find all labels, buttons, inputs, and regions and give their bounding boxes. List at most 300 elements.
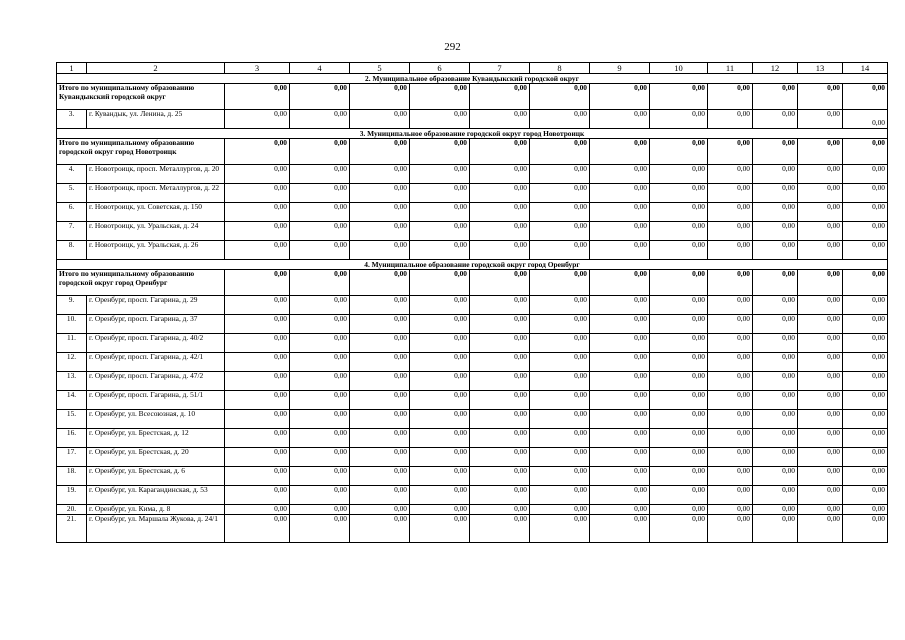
value-cell: 0,00 — [753, 410, 798, 429]
row-number: 19. — [57, 486, 87, 505]
value-cell: 0,00 — [798, 467, 843, 486]
value-cell: 0,00 — [753, 353, 798, 372]
total-value-cell: 0,00 — [798, 270, 843, 296]
value-cell: 0,00 — [410, 391, 470, 410]
address-cell: г. Оренбург, просп. Гагарина, д. 29 — [87, 296, 225, 315]
value-cell: 0,00 — [843, 515, 888, 543]
value-cell: 0,00 — [798, 410, 843, 429]
value-cell: 0,00 — [290, 391, 350, 410]
total-value-cell: 0,00 — [753, 270, 798, 296]
value-cell: 0,00 — [530, 410, 590, 429]
total-value-cell: 0,00 — [590, 270, 650, 296]
section-title-row — [57, 260, 888, 270]
total-value-cell: 0,00 — [650, 270, 708, 296]
value-cell: 0,00 — [590, 334, 650, 353]
address-cell: г. Оренбург, ул. Брестская, д. 6 — [87, 467, 225, 486]
total-value-cell: 0,00 — [290, 84, 350, 110]
value-cell: 0,00 — [350, 165, 410, 184]
total-value-cell: 0,00 — [470, 270, 530, 296]
address-cell: г. Оренбург, просп. Гагарина, д. 37 — [87, 315, 225, 334]
total-value-cell: 0,00 — [410, 270, 470, 296]
row-number: 8. — [57, 241, 87, 260]
value-cell: 0,00 — [650, 505, 708, 515]
row-number: 14. — [57, 391, 87, 410]
column-header: 8 — [530, 63, 590, 74]
value-cell: 0,00 — [708, 110, 753, 129]
value-cell: 0,00 — [290, 315, 350, 334]
value-cell: 0,00 — [470, 515, 530, 543]
value-cell: 0,00 — [650, 429, 708, 448]
value-cell: 0,00 — [753, 334, 798, 353]
value-cell: 0,00 — [225, 353, 290, 372]
value-cell: 0,00 — [225, 184, 290, 203]
column-header: 10 — [650, 63, 708, 74]
value-cell: 0,00 — [410, 448, 470, 467]
value-cell: 0,00 — [753, 448, 798, 467]
table-row — [57, 165, 888, 184]
value-cell: 0,00 — [650, 315, 708, 334]
value-cell: 0,00 — [470, 429, 530, 448]
value-cell: 0,00 — [798, 165, 843, 184]
value-cell: 0,00 — [590, 515, 650, 543]
address-cell: г. Оренбург, просп. Гагарина, д. 40/2 — [87, 334, 225, 353]
value-cell: 0,00 — [350, 203, 410, 222]
value-cell: 0,00 — [843, 222, 888, 241]
value-cell: 0,00 — [590, 203, 650, 222]
row-number: 16. — [57, 429, 87, 448]
total-value-cell: 0,00 — [410, 84, 470, 110]
value-cell: 0,00 — [843, 467, 888, 486]
value-cell: 0,00 — [590, 296, 650, 315]
value-cell: 0,00 — [590, 410, 650, 429]
value-cell: 0,00 — [708, 448, 753, 467]
value-cell: 0,00 — [753, 391, 798, 410]
section-title: 3. Муниципальное образование городской округ город Новотроицк — [57, 129, 888, 139]
value-cell: 0,00 — [530, 203, 590, 222]
row-number: 18. — [57, 467, 87, 486]
total-value-cell: 0,00 — [350, 139, 410, 165]
value-cell: 0,00 — [350, 410, 410, 429]
value-cell: 0,00 — [753, 222, 798, 241]
table-row — [57, 372, 888, 391]
value-cell: 0,00 — [290, 448, 350, 467]
value-cell: 0,00 — [843, 486, 888, 505]
value-cell: 0,00 — [708, 391, 753, 410]
row-number: 13. — [57, 372, 87, 391]
value-cell: 0,00 — [798, 429, 843, 448]
value-cell: 0,00 — [470, 505, 530, 515]
value-cell: 0,00 — [798, 391, 843, 410]
value-cell: 0,00 — [470, 165, 530, 184]
total-value-cell: 0,00 — [753, 84, 798, 110]
value-cell: 0,00 — [225, 334, 290, 353]
total-value-cell: 0,00 — [225, 270, 290, 296]
value-cell: 0,00 — [650, 110, 708, 129]
table-row — [57, 353, 888, 372]
value-cell: 0,00 — [470, 467, 530, 486]
total-value-cell: 0,00 — [650, 139, 708, 165]
value-cell: 0,00 — [225, 165, 290, 184]
value-cell: 0,00 — [350, 515, 410, 543]
value-cell: 0,00 — [530, 334, 590, 353]
value-cell: 0,00 — [798, 203, 843, 222]
value-cell: 0,00 — [530, 296, 590, 315]
address-cell: г. Новотроицк, ул. Советская, д. 150 — [87, 203, 225, 222]
total-label: Итого по муниципальному образованию городской округ город Новотроицк — [57, 139, 225, 165]
value-cell: 0,00 — [650, 334, 708, 353]
value-cell: 0,00 — [290, 241, 350, 260]
value-cell: 0,00 — [708, 241, 753, 260]
total-value-cell: 0,00 — [798, 84, 843, 110]
value-cell: 0,00 — [290, 353, 350, 372]
value-cell: 0,00 — [290, 486, 350, 505]
value-cell: 0,00 — [650, 391, 708, 410]
value-cell: 0,00 — [410, 515, 470, 543]
value-cell: 0,00 — [708, 467, 753, 486]
value-cell: 0,00 — [708, 165, 753, 184]
value-cell: 0,00 — [410, 429, 470, 448]
value-cell: 0,00 — [410, 467, 470, 486]
value-cell: 0,00 — [530, 429, 590, 448]
value-cell: 0,00 — [650, 353, 708, 372]
value-cell: 0,00 — [798, 296, 843, 315]
total-value-cell: 0,00 — [753, 139, 798, 165]
value-cell: 0,00 — [843, 334, 888, 353]
value-cell: 0,00 — [290, 165, 350, 184]
table-row — [57, 429, 888, 448]
value-cell: 0,00 — [225, 467, 290, 486]
value-cell: 0,00 — [753, 110, 798, 129]
value-cell: 0,00 — [650, 203, 708, 222]
row-number: 4. — [57, 165, 87, 184]
address-cell: г. Новотроицк, просп. Металлургов, д. 20 — [87, 165, 225, 184]
value-cell: 0,00 — [798, 505, 843, 515]
column-header: 5 — [350, 63, 410, 74]
value-cell: 0,00 — [753, 165, 798, 184]
value-cell: 0,00 — [290, 410, 350, 429]
column-header: 3 — [225, 63, 290, 74]
value-cell: 0,00 — [410, 410, 470, 429]
value-cell: 0,00 — [410, 222, 470, 241]
value-cell: 0,00 — [708, 222, 753, 241]
value-cell: 0,00 — [470, 334, 530, 353]
value-cell: 0,00 — [530, 184, 590, 203]
value-cell: 0,00 — [753, 505, 798, 515]
value-cell: 0,00 — [470, 241, 530, 260]
value-cell: 0,00 — [470, 486, 530, 505]
value-cell: 0,00 — [590, 429, 650, 448]
total-row — [57, 84, 888, 110]
value-cell: 0,00 — [410, 184, 470, 203]
section-title-row — [57, 74, 888, 84]
value-cell: 0,00 — [798, 372, 843, 391]
address-cell: г. Оренбург, просп. Гагарина, д. 42/1 — [87, 353, 225, 372]
total-label: Итого по муниципальному образованию городской округ город Оренбург — [57, 270, 225, 296]
value-cell: 0,00 — [708, 334, 753, 353]
total-value-cell: 0,00 — [290, 139, 350, 165]
value-cell: 0,00 — [530, 241, 590, 260]
value-cell: 0,00 — [290, 467, 350, 486]
column-header: 7 — [470, 63, 530, 74]
row-number: 7. — [57, 222, 87, 241]
value-cell: 0,00 — [843, 353, 888, 372]
value-cell: 0,00 — [530, 467, 590, 486]
value-cell: 0,00 — [753, 184, 798, 203]
value-cell: 0,00 — [410, 334, 470, 353]
section-title: 2. Муниципальное образование Кувандыкский городской округ — [57, 74, 888, 84]
table-row — [57, 467, 888, 486]
total-value-cell: 0,00 — [843, 84, 888, 110]
value-cell: 0,00 — [590, 315, 650, 334]
column-header: 2 — [87, 63, 225, 74]
value-cell: 0,00 — [225, 505, 290, 515]
value-cell: 0,00 — [798, 515, 843, 543]
value-cell: 0,00 — [753, 241, 798, 260]
value-cell: 0,00 — [650, 410, 708, 429]
value-cell: 0,00 — [410, 203, 470, 222]
value-cell: 0,00 — [753, 296, 798, 315]
value-cell: 0,00 — [410, 165, 470, 184]
value-cell: 0,00 — [650, 467, 708, 486]
value-cell: 0,00 — [753, 372, 798, 391]
row-number: 17. — [57, 448, 87, 467]
value-cell: 0,00 — [530, 515, 590, 543]
value-cell: 0,00 — [350, 505, 410, 515]
table-row — [57, 184, 888, 203]
column-header: 4 — [290, 63, 350, 74]
value-cell: 0,00 — [290, 184, 350, 203]
total-value-cell: 0,00 — [350, 270, 410, 296]
value-cell: 0,00 — [708, 429, 753, 448]
address-cell: г. Оренбург, ул. Брестская, д. 12 — [87, 429, 225, 448]
value-cell: 0,00 — [290, 429, 350, 448]
total-value-cell: 0,00 — [843, 270, 888, 296]
value-cell: 0,00 — [843, 184, 888, 203]
value-cell: 0,00 — [798, 315, 843, 334]
value-cell: 0,00 — [843, 429, 888, 448]
value-cell: 0,00 — [225, 296, 290, 315]
table-row — [57, 222, 888, 241]
value-cell: 0,00 — [590, 486, 650, 505]
table-row — [57, 203, 888, 222]
value-cell: 0,00 — [290, 515, 350, 543]
value-cell: 0,00 — [650, 222, 708, 241]
total-value-cell: 0,00 — [590, 139, 650, 165]
value-cell: 0,00 — [590, 391, 650, 410]
address-cell: г. Новотроицк, ул. Уральская, д. 26 — [87, 241, 225, 260]
value-cell: 0,00 — [225, 241, 290, 260]
value-cell: 0,00 — [470, 296, 530, 315]
value-cell: 0,00 — [410, 110, 470, 129]
value-cell: 0,00 — [590, 372, 650, 391]
value-cell: 0,00 — [350, 334, 410, 353]
value-cell: 0,00 — [350, 486, 410, 505]
value-cell: 0,00 — [225, 222, 290, 241]
value-cell: 0,00 — [290, 110, 350, 129]
row-number: 6. — [57, 203, 87, 222]
value-cell: 0,00 — [798, 222, 843, 241]
value-cell: 0,00 — [350, 296, 410, 315]
value-cell: 0,00 — [225, 315, 290, 334]
total-value-cell: 0,00 — [708, 139, 753, 165]
value-cell: 0,00 — [530, 110, 590, 129]
address-cell: г. Оренбург, ул. Маршала Жукова, д. 24/1 — [87, 515, 225, 543]
total-row — [57, 139, 888, 165]
address-cell: г. Оренбург, ул. Всесоюзная, д. 10 — [87, 410, 225, 429]
value-cell: 0,00 — [843, 315, 888, 334]
value-cell: 0,00 — [843, 391, 888, 410]
value-cell: 0,00 — [753, 429, 798, 448]
column-header: 13 — [798, 63, 843, 74]
value-cell: 0,00 — [753, 203, 798, 222]
table-row — [57, 448, 888, 467]
value-cell: 0,00 — [470, 184, 530, 203]
address-cell: г. Оренбург, ул. Брестская, д. 20 — [87, 448, 225, 467]
row-number: 11. — [57, 334, 87, 353]
table-row — [57, 296, 888, 315]
total-value-cell: 0,00 — [290, 270, 350, 296]
value-cell: 0,00 — [350, 448, 410, 467]
value-cell: 0,00 — [290, 372, 350, 391]
value-cell: 0,00 — [350, 110, 410, 129]
value-cell: 0,00 — [798, 241, 843, 260]
value-cell: 0,00 — [530, 165, 590, 184]
value-cell: 0,00 — [590, 467, 650, 486]
value-cell: 0,00 — [290, 296, 350, 315]
value-cell: 0,00 — [225, 486, 290, 505]
table-row — [57, 410, 888, 429]
address-cell: г. Оренбург, просп. Гагарина, д. 51/1 — [87, 391, 225, 410]
value-cell: 0,00 — [225, 391, 290, 410]
value-cell: 0,00 — [708, 505, 753, 515]
value-cell: 0,00 — [225, 203, 290, 222]
value-cell: 0,00 — [708, 486, 753, 505]
value-cell: 0,00 — [650, 296, 708, 315]
total-value-cell: 0,00 — [470, 84, 530, 110]
value-cell: 0,00 — [410, 353, 470, 372]
row-number: 9. — [57, 296, 87, 315]
column-header: 11 — [708, 63, 753, 74]
value-cell: 0,00 — [350, 353, 410, 372]
value-cell: 0,00 — [290, 505, 350, 515]
value-cell: 0,00 — [843, 448, 888, 467]
address-cell: г. Оренбург, ул. Кима, д. 8 — [87, 505, 225, 515]
section-title: 4. Муниципальное образование городской округ город Оренбург — [57, 260, 888, 270]
value-cell: 0,00 — [708, 410, 753, 429]
value-cell: 0,00 — [650, 486, 708, 505]
value-cell: 0,00 — [590, 448, 650, 467]
value-cell: 0,00 — [225, 515, 290, 543]
value-cell: 0,00 — [290, 203, 350, 222]
value-cell: 0,00 — [708, 372, 753, 391]
value-cell: 0,00 — [590, 505, 650, 515]
value-cell: 0,00 — [590, 241, 650, 260]
value-cell: 0,00 — [350, 222, 410, 241]
row-number: 3. — [57, 110, 87, 129]
value-cell: 0,00 — [350, 241, 410, 260]
total-value-cell: 0,00 — [225, 84, 290, 110]
value-cell: 0,00 — [470, 222, 530, 241]
table-row — [57, 315, 888, 334]
column-header: 1 — [57, 63, 87, 74]
value-cell: 0,00 — [753, 486, 798, 505]
total-value-cell: 0,00 — [708, 270, 753, 296]
total-value-cell: 0,00 — [410, 139, 470, 165]
value-cell: 0,00 — [798, 486, 843, 505]
value-cell: 0,00 — [410, 372, 470, 391]
address-cell: г. Новотроицк, ул. Уральская, д. 24 — [87, 222, 225, 241]
value-cell: 0,00 — [470, 410, 530, 429]
value-cell: 0,00 — [410, 315, 470, 334]
value-cell: 0,00 — [530, 372, 590, 391]
table-row — [57, 505, 888, 515]
value-cell: 0,00 — [470, 315, 530, 334]
value-cell: 0,00 — [843, 296, 888, 315]
value-cell: 0,00 — [843, 203, 888, 222]
row-number: 5. — [57, 184, 87, 203]
value-cell: 0,00 — [753, 467, 798, 486]
address-cell: г. Оренбург, просп. Гагарина, д. 47/2 — [87, 372, 225, 391]
row-number: 20. — [57, 505, 87, 515]
value-cell: 0,00 — [753, 315, 798, 334]
total-value-cell: 0,00 — [530, 270, 590, 296]
total-value-cell: 0,00 — [708, 84, 753, 110]
table-row — [57, 391, 888, 410]
total-row — [57, 270, 888, 296]
value-cell: 0,00 — [530, 505, 590, 515]
value-cell: 0,00 — [530, 391, 590, 410]
value-cell: 0,00 — [590, 165, 650, 184]
total-label: Итого по муниципальному образованию Кувандыкский городской округ — [57, 84, 225, 110]
value-cell: 0,00 — [798, 448, 843, 467]
address-cell: г. Оренбург, ул. Карагандинская, д. 53 — [87, 486, 225, 505]
value-cell: 0,00 — [650, 372, 708, 391]
value-cell: 0,00 — [590, 222, 650, 241]
value-cell: 0,00 — [350, 315, 410, 334]
value-cell: 0,00 — [290, 334, 350, 353]
value-cell: 0,00 — [650, 515, 708, 543]
value-cell: 0,00 — [843, 110, 888, 129]
column-header: 9 — [590, 63, 650, 74]
value-cell: 0,00 — [798, 353, 843, 372]
address-cell: г. Кувандык, ул. Ленина, д. 25 — [87, 110, 225, 129]
value-cell: 0,00 — [708, 203, 753, 222]
value-cell: 0,00 — [530, 315, 590, 334]
value-cell: 0,00 — [350, 184, 410, 203]
total-value-cell: 0,00 — [843, 139, 888, 165]
page-number: 292 — [444, 41, 461, 53]
total-value-cell: 0,00 — [798, 139, 843, 165]
value-cell: 0,00 — [530, 486, 590, 505]
column-header: 14 — [843, 63, 888, 74]
row-number: 15. — [57, 410, 87, 429]
value-cell: 0,00 — [350, 391, 410, 410]
column-header: 12 — [753, 63, 798, 74]
value-cell: 0,00 — [530, 448, 590, 467]
value-cell: 0,00 — [290, 222, 350, 241]
value-cell: 0,00 — [530, 353, 590, 372]
value-cell: 0,00 — [470, 353, 530, 372]
value-cell: 0,00 — [650, 448, 708, 467]
value-cell: 0,00 — [470, 448, 530, 467]
total-value-cell: 0,00 — [530, 139, 590, 165]
address-cell: г. Новотроицк, просп. Металлургов, д. 22 — [87, 184, 225, 203]
value-cell: 0,00 — [708, 296, 753, 315]
value-cell: 0,00 — [708, 515, 753, 543]
value-cell: 0,00 — [590, 110, 650, 129]
value-cell: 0,00 — [650, 241, 708, 260]
section-title-row — [57, 129, 888, 139]
